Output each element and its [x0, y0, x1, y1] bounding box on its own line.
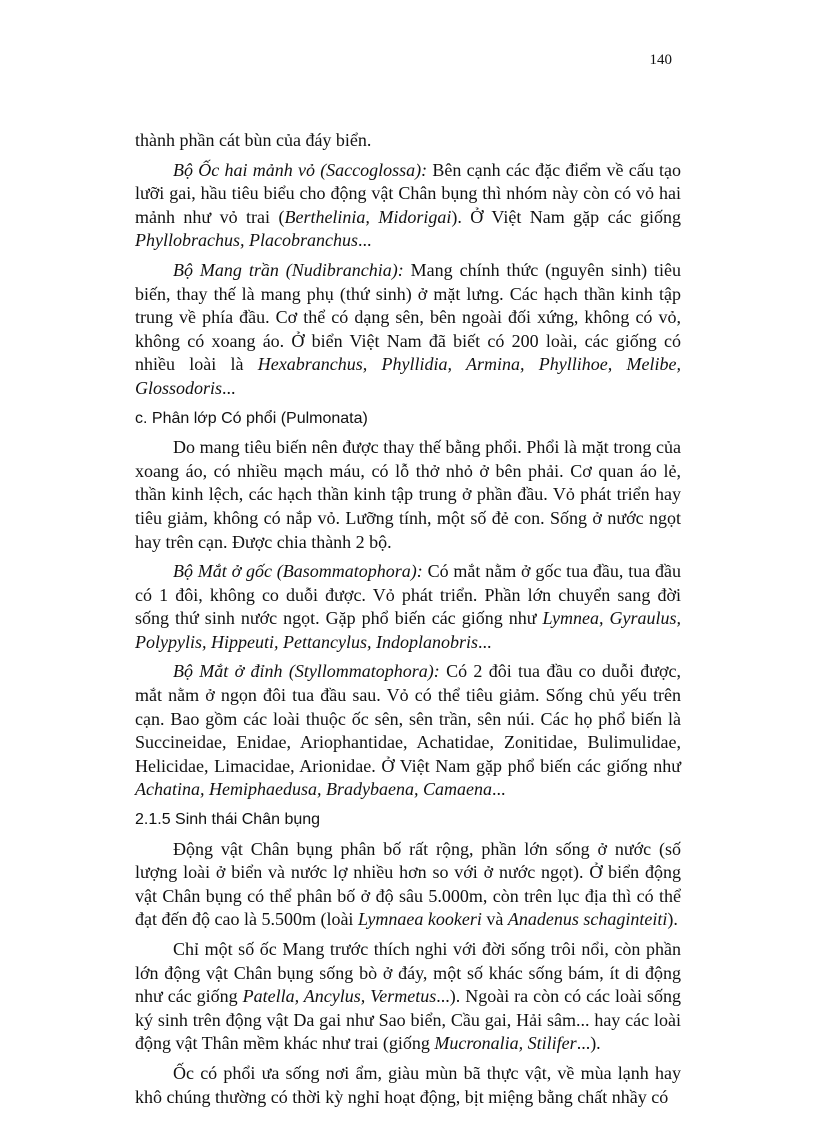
genus-list: Lymnea, Gyraulus, Polypylis, Hippeuti, Pettancylus, Indoplanobris — [135, 608, 681, 652]
paragraph-text: ...). — [576, 1033, 601, 1054]
paragraph-text: Có 2 đôi tua đầu co duỗi được, mắt nằm ở ngọn đôi tua đầu sau. Vỏ có thể tiêu giảm. Sống chủ yếu trên cạn. Bao gồm các loài thuộc ốc sên, sên trần, sên núi. Các họ phổ biến là Succineidae, Enidae, Ariophantidae, Achatidae, Zonitidae, Bulimulidae, Helicidae, Limacidae, Arionidae. Ở Việt Nam gặp phổ biến các giống như — [135, 661, 682, 776]
paragraph-continuation: thành phần cát bùn của đáy biển. — [135, 130, 372, 150]
paragraph-text: ... — [222, 377, 236, 398]
paragraph-basommatophora — [135, 560, 681, 654]
order-title-nudibranchia: Bộ Mang trần (Nudibranchia): — [173, 259, 404, 280]
species-name: Lymnaea kookeri — [357, 909, 482, 930]
order-title-styllommatophora: Bộ Mắt ở đỉnh (Styllommatophora): — [173, 661, 440, 682]
paragraph-distribution — [135, 838, 681, 932]
paragraph-text: Chỉ một số ốc Mang trước thích nghi với đời sống trôi nổi, còn phần lớn động vật Chân bụng sống bò ở đáy, một số khác sống bám, ít di động như các giống — [135, 939, 681, 1007]
paragraph-styllommatophora — [135, 660, 681, 802]
genus-list: Achatina, Hemiphaedusa, Bradybaena, Camaena — [135, 779, 492, 800]
species-name: Anadenus schaginteiti — [507, 909, 668, 930]
genus-list: Hexabranchus, Phyllidia, Armina, Phyllihoe, Melibe, Glossodoris — [135, 354, 681, 398]
genus-list: Phyllobrachus, Placobranchus — [135, 230, 358, 251]
genus-list: Patella, Ancylus, Vermetus — [242, 986, 437, 1007]
paragraph-text: Có mắt nằm ở gốc tua đầu, tua đầu có 1 đôi, không co duỗi được. Vỏ phát triển. Phần lớn chuyển sang đời sống thứ sinh nước ngọt. Gặp phổ biến các giống như — [135, 561, 681, 629]
order-title-saccoglossa: Bộ Ốc hai mảnh vỏ (Saccoglossa): — [173, 159, 428, 180]
paragraph-text: ... — [477, 631, 492, 652]
paragraph-text: Bên cạnh các đặc điểm về cấu tạo lưỡi gai, hầu tiêu biểu cho động vật Chân bụng thì nhóm này còn có vỏ hai mảnh như vỏ trai ( — [135, 159, 681, 227]
paragraph-text: ...). Ngoài ra còn có các loài sống ký sinh trên động vật Da gai như Sao biển, Cầu gai, Hải sâm... hay các loài động vật Thân mềm khác như trai (giống — [135, 986, 681, 1054]
page-content — [135, 129, 681, 1115]
paragraph-text: Động vật Chân bụng phân bố rất rộng, phần lớn sống ở nước (số lượng loài ở biển và nước lợ nhiều hơn so với ở nước ngọt). Ở biển động vật Chân bụng có thể phân bố ở độ sâu 5.000m, còn trên lục địa thì có thể đạt đến độ cao là 5.500m (loài — [135, 838, 681, 930]
paragraph-pulmonata-intro: Do mang tiêu biến nên được thay thế bằng phổi. Phổi là mặt trong của xoang áo, có nhiều mạch máu, có lỗ thở nhỏ ở bên phải. Cơ quan áo lẻ, thần kinh lệch, các hạch thần kinh tập trung ở phần đầu. Vỏ phát triển hay tiêu giảm, không có nắp vỏ. Lưỡng tính, một số đẻ con. Sống ở nước ngọt hay trên cạn. Được chia thành 2 bộ. — [135, 437, 681, 552]
paragraph-text: ). — [667, 909, 678, 930]
paragraph-lifestyle — [135, 938, 681, 1056]
section-heading-pulmonata: c. Phân lớp Có phổi (Pulmonata) — [135, 409, 368, 427]
genus-list: Berthelinia, Midorigai — [284, 206, 452, 227]
paragraph-nudibranchia — [135, 259, 681, 401]
paragraph-text: ... — [491, 779, 506, 800]
order-title-basommatophora: Bộ Mắt ở gốc (Basommatophora): — [173, 561, 423, 582]
paragraph-pulmonate-habitat: Ốc có phổi ưa sống nơi ẩm, giàu mùn bã thực vật, về mùa lạnh hay khô chúng thường có thời kỳ nghỉ hoạt động, bịt miệng bằng chất nhầy có — [135, 1062, 681, 1107]
page-number: 140 — [649, 52, 672, 68]
paragraph-text: ). Ở Việt Nam gặp các giống — [451, 206, 681, 227]
paragraph-saccoglossa — [135, 159, 681, 253]
paragraph-text: Mang chính thức (nguyên sinh) tiêu biến, thay thế là mang phụ (thứ sinh) ở mặt lưng. Các hạch thần kinh tập trung về phía đầu. Cơ thể có dạng sên, bên ngoài đối xứng, không có vỏ, không có xoang áo. Ở biển Việt Nam đã biết có 200 loài, các giống có nhiều loài là — [135, 259, 681, 375]
section-heading-ecology: 2.1.5 Sinh thái Chân bụng — [135, 811, 321, 829]
paragraph-text: ... — [357, 230, 372, 251]
paragraph-text: và — [481, 909, 508, 930]
genus-list: Mucronalia, Stilifer — [434, 1033, 577, 1054]
